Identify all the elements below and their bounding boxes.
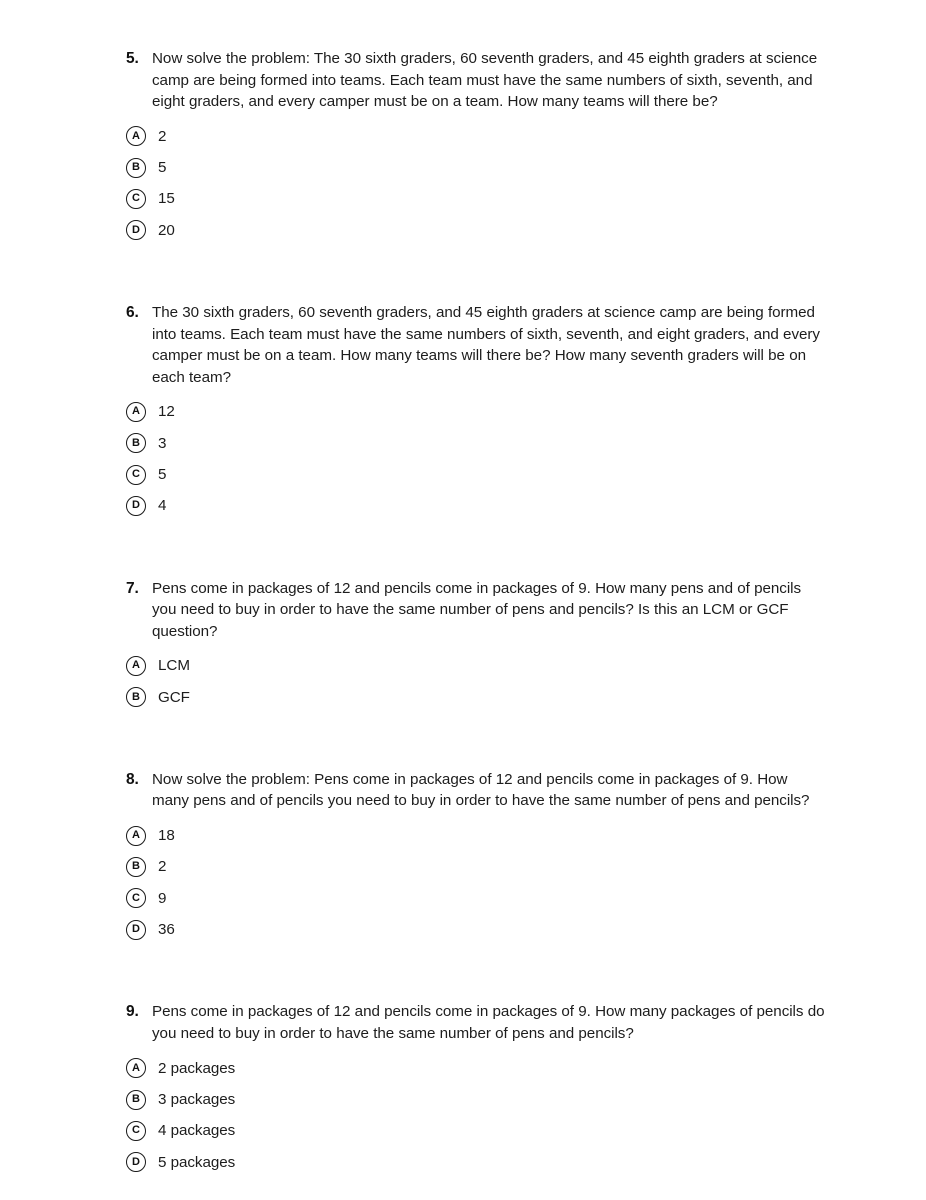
question-number: 7. <box>126 579 139 597</box>
option-label[interactable]: 36 <box>158 921 175 939</box>
option-row[interactable] <box>126 914 826 945</box>
options-list <box>126 396 826 522</box>
option-label[interactable]: 5 packages <box>158 1153 236 1171</box>
option-label[interactable]: 9 <box>158 889 167 907</box>
option-row[interactable] <box>126 851 826 882</box>
question-block <box>126 1001 826 1178</box>
question-block <box>126 769 826 946</box>
option-row[interactable] <box>126 820 826 851</box>
question-number: 9. <box>126 1003 139 1021</box>
option-row[interactable] <box>126 1147 826 1178</box>
option-label[interactable]: 15 <box>158 190 175 208</box>
questions-container <box>126 48 826 1178</box>
option-row[interactable] <box>126 121 826 152</box>
option-row[interactable] <box>126 1115 826 1146</box>
option-letter-circle[interactable]: D <box>126 1152 146 1172</box>
option-row[interactable] <box>126 682 826 713</box>
option-letter-circle[interactable]: A <box>126 826 146 846</box>
option-row[interactable] <box>126 152 826 183</box>
option-label[interactable]: 3 packages <box>158 1091 236 1109</box>
option-label[interactable]: 5 <box>158 466 167 484</box>
option-row[interactable] <box>126 183 826 214</box>
option-letter-circle[interactable]: A <box>126 656 146 676</box>
question-block <box>126 578 826 713</box>
option-label[interactable]: 2 <box>158 858 167 876</box>
question-text: Pens come in packages of 12 and pencils come in packages of 9. How many packages of pencils do you need to buy in order to have the same number of pens and pencils? <box>152 1003 825 1042</box>
options-list <box>126 650 826 713</box>
option-label[interactable]: LCM <box>158 657 190 675</box>
option-label[interactable]: 4 <box>158 497 167 515</box>
option-row[interactable] <box>126 490 826 521</box>
option-label[interactable]: 18 <box>158 827 175 845</box>
option-label[interactable]: 4 packages <box>158 1122 236 1140</box>
question-header <box>126 302 826 388</box>
option-letter-circle[interactable]: C <box>126 1121 146 1141</box>
question-header <box>126 48 826 113</box>
options-list <box>126 1052 826 1178</box>
question-text: Now solve the problem: Pens come in packages of 12 and pencils come in packages of 9. How many pens and of pencils you need to buy in order to have the same number of pens and pencils? <box>152 770 810 810</box>
question-number: 8. <box>126 770 139 788</box>
option-letter-circle[interactable]: B <box>126 857 146 877</box>
option-row[interactable] <box>126 459 826 490</box>
option-letter-circle[interactable]: A <box>126 1058 146 1078</box>
option-label[interactable]: 12 <box>158 403 175 421</box>
question-number: 5. <box>126 50 139 67</box>
option-label[interactable]: 3 <box>158 434 167 452</box>
question-header <box>126 769 826 812</box>
option-letter-circle[interactable]: C <box>126 189 146 209</box>
question-text: Pens come in packages of 12 and pencils come in packages of 9. How many pens and of pencils you need to buy in order to have the same number of pens and pencils? Is this an LCM or GCF question? <box>152 579 802 640</box>
option-row[interactable] <box>126 1084 826 1115</box>
option-label[interactable]: 2 packages <box>158 1059 236 1077</box>
option-row[interactable] <box>126 396 826 427</box>
option-letter-circle[interactable]: D <box>126 220 146 240</box>
question-header <box>126 1001 826 1044</box>
option-letter-circle[interactable]: C <box>126 888 146 908</box>
options-list <box>126 121 826 247</box>
option-letter-circle[interactable]: B <box>126 433 146 453</box>
option-letter-circle[interactable]: D <box>126 920 146 940</box>
option-letter-circle[interactable]: D <box>126 496 146 516</box>
option-row[interactable] <box>126 1052 826 1083</box>
question-header <box>126 578 826 643</box>
option-label[interactable]: 5 <box>158 159 167 177</box>
question-block <box>126 302 826 522</box>
option-label[interactable]: 2 <box>158 127 167 145</box>
question-number: 6. <box>126 304 139 322</box>
option-letter-circle[interactable]: C <box>126 465 146 485</box>
option-row[interactable] <box>126 650 826 681</box>
question-block <box>126 48 826 246</box>
option-letter-circle[interactable]: B <box>126 687 146 707</box>
option-letter-circle[interactable]: B <box>126 158 146 178</box>
question-text: Now solve the problem: The 30 sixth graders, 60 seventh graders, and 45 eighth graders at science camp are being formed into teams. Each team must have the same numbers of sixth, seventh, and eight graders, and every camper must be on a team. How many teams will there be? <box>152 50 818 110</box>
option-row[interactable] <box>126 427 826 458</box>
option-letter-circle[interactable]: A <box>126 126 146 146</box>
option-row[interactable] <box>126 215 826 246</box>
option-label[interactable]: 20 <box>158 221 175 239</box>
option-letter-circle[interactable]: B <box>126 1090 146 1110</box>
option-label[interactable]: GCF <box>158 688 190 706</box>
option-letter-circle[interactable]: A <box>126 402 146 422</box>
option-row[interactable] <box>126 883 826 914</box>
options-list <box>126 820 826 946</box>
question-text: The 30 sixth graders, 60 seventh graders, and 45 eighth graders at science camp are being formed into teams. Each team must have the same numbers of sixth, seventh, and eight graders, and every camper must be on a team. How many teams will there be? How many seventh graders will be on each team? <box>152 304 820 386</box>
